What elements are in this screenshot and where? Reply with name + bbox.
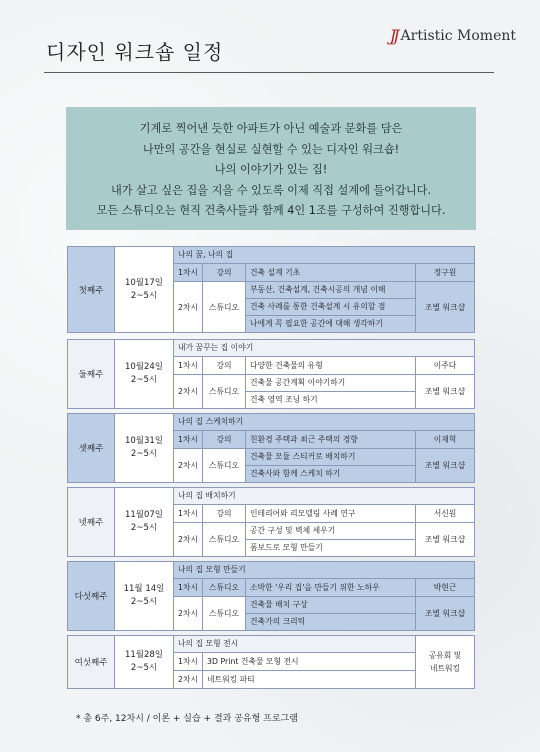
session-lead: 조별 워크샵 <box>416 449 474 482</box>
week-4-block <box>67 487 475 557</box>
date-text: 11월07일 <box>124 510 164 520</box>
week-label: 여섯째주 <box>68 636 115 688</box>
session-content: 폼보드로 모형 만들기 <box>250 543 323 552</box>
week-5-block <box>67 561 475 631</box>
week-label: 둘째주 <box>68 340 115 408</box>
session-no: 2차시 <box>174 375 203 408</box>
week-date <box>115 488 174 556</box>
session-lead: 조별 워크샵 <box>416 597 474 630</box>
week-3-block <box>67 413 475 483</box>
session-no: 1차시 <box>174 264 203 281</box>
week-topic: 나의 집 스케치하기 <box>174 414 474 431</box>
week-topic: 나의 꿈, 나의 집 <box>174 247 474 264</box>
intro-box <box>66 107 476 230</box>
session-type: 스튜디오 <box>203 523 246 556</box>
session-type: 강의 <box>203 357 246 374</box>
brand-logo <box>390 26 516 45</box>
session-lead: 조별 워크샵 <box>424 387 466 396</box>
week-topic: 나의 집 모형 전시 <box>174 636 415 653</box>
session-content: 인테리어와 리모델링 사례 연구 <box>250 508 356 518</box>
session-content: 나에게 꼭 필요한 공간에 대해 생각하기 <box>250 319 383 328</box>
week-date <box>115 414 174 482</box>
session-type: 강의 <box>203 431 246 448</box>
week-topic: 내가 꿈꾸는 집 이야기 <box>174 340 474 357</box>
session-lead <box>416 636 474 688</box>
session-lead: 서신원 <box>433 509 457 518</box>
lead-line: 공유회 및 <box>428 651 462 660</box>
brand-name: Artistic Moment <box>400 27 516 44</box>
lead-line: 네트워킹 <box>429 664 461 673</box>
week-label: 첫째주 <box>68 247 115 332</box>
session-type: 강의 <box>203 505 246 522</box>
session-content: 부동산, 건축설계, 건축시공의 개념 이해 <box>246 282 415 299</box>
session-content: 친환경 주택과 최근 주택의 경향 <box>250 434 358 444</box>
time-text: 2~5시 <box>130 290 158 301</box>
session-content: 건축가의 크리틱 <box>250 617 306 626</box>
session-type: 스튜디오 <box>203 449 246 482</box>
session-lead: 이재혁 <box>433 435 457 444</box>
session-content: 건축물 배치 구상 <box>246 597 415 614</box>
session-content: 소박한 '우리 집'을 만들기 위한 노하우 <box>250 582 380 592</box>
session-type: 스튜디오 <box>203 282 246 332</box>
intro-line: 나만의 공간을 현실로 실현할 수 있는 디자인 워크숍! <box>142 142 400 156</box>
session-type: 스튜디오 <box>203 375 246 408</box>
session-no: 1차시 <box>174 505 203 522</box>
intro-line: 기계로 찍어낸 듯한 아파트가 아닌 예술과 문화를 담은 <box>139 122 403 135</box>
session-content: 건축 사례를 통한 건축설계 시 유의할 점 <box>246 299 415 316</box>
week-2-block <box>67 339 475 409</box>
week-date <box>115 636 174 688</box>
week-date <box>115 340 174 408</box>
session-no: 2차시 <box>174 523 203 556</box>
time-text: 2~5시 <box>130 597 158 607</box>
session-type: 스튜디오 <box>203 579 246 596</box>
session-no: 2차시 <box>174 597 203 630</box>
session-lead: 이주다 <box>433 361 457 370</box>
session-content: 건축 영역 조닝 하기 <box>250 395 318 404</box>
brand-mark: JJ <box>389 26 397 45</box>
session-content: 건축 설계 기초 <box>250 267 301 277</box>
session-no: 1차시 <box>174 357 203 374</box>
time-text: 2~5시 <box>130 449 158 459</box>
week-topic: 나의 집 배치하기 <box>174 488 474 505</box>
title-divider <box>44 72 494 73</box>
session-type: 스튜디오 <box>203 597 246 630</box>
session-content: 공간 구성 및 벽체 세우기 <box>246 523 415 540</box>
week-6-block <box>67 635 475 689</box>
week-label: 다섯째주 <box>68 562 115 630</box>
footnote: * 총 6주, 12차시 / 이론 + 실습 + 결과 공유형 프로그램 <box>76 714 298 724</box>
session-content: 다양한 건축물의 유형 <box>250 360 323 370</box>
time-text: 2~5시 <box>130 523 158 533</box>
week-date <box>115 247 174 332</box>
session-content: 네트워킹 파티 <box>207 674 255 684</box>
intro-line: 모든 스튜디오는 현직 건축사들과 함께 4인 1조를 구성하여 진행합니다. <box>96 204 446 218</box>
session-no: 2차시 <box>174 671 203 688</box>
session-no: 2차시 <box>174 282 203 332</box>
session-content: 3D Print 건축물 모형 전시 <box>207 656 299 666</box>
session-no: 1차시 <box>174 431 203 448</box>
week-label: 셋째주 <box>68 414 115 482</box>
intro-line: 나의 이야기가 있는 집! <box>214 163 328 177</box>
session-lead: 조별 워크샵 <box>424 535 466 544</box>
session-no: 1차시 <box>174 579 203 596</box>
session-content: 건축물 모듈 스티커로 배치하기 <box>246 449 415 466</box>
session-content: 건축사와 함께 스케치 하기 <box>250 469 341 478</box>
session-no: 1차시 <box>174 653 203 670</box>
session-content: 건축물 공간계획 이야기하기 <box>246 375 415 392</box>
week-label: 넷째주 <box>68 488 115 556</box>
date-text: 11월28일 <box>124 650 164 660</box>
week-date <box>115 562 174 630</box>
date-text: 11월 14일 <box>123 584 165 594</box>
time-text: 2~5시 <box>130 663 158 673</box>
date-text: 10월17일 <box>124 277 164 288</box>
session-type: 강의 <box>203 264 246 281</box>
time-text: 2~5시 <box>130 375 158 385</box>
session-lead: 조별 워크샵 <box>416 282 474 332</box>
week-1-block <box>67 246 475 333</box>
session-no: 2차시 <box>174 449 203 482</box>
page-title: 디자인 워크숍 일정 <box>46 40 224 64</box>
week-topic: 나의 집 모형 만들기 <box>174 562 474 579</box>
date-text: 10월24일 <box>124 362 164 372</box>
session-lead: 박현근 <box>433 583 457 592</box>
date-text: 10월31일 <box>124 436 164 446</box>
session-lead: 정구원 <box>433 268 457 277</box>
intro-line: 내가 살고 싶은 집을 지을 수 있도록 이제 직접 설계에 들어갑니다. <box>110 183 432 197</box>
